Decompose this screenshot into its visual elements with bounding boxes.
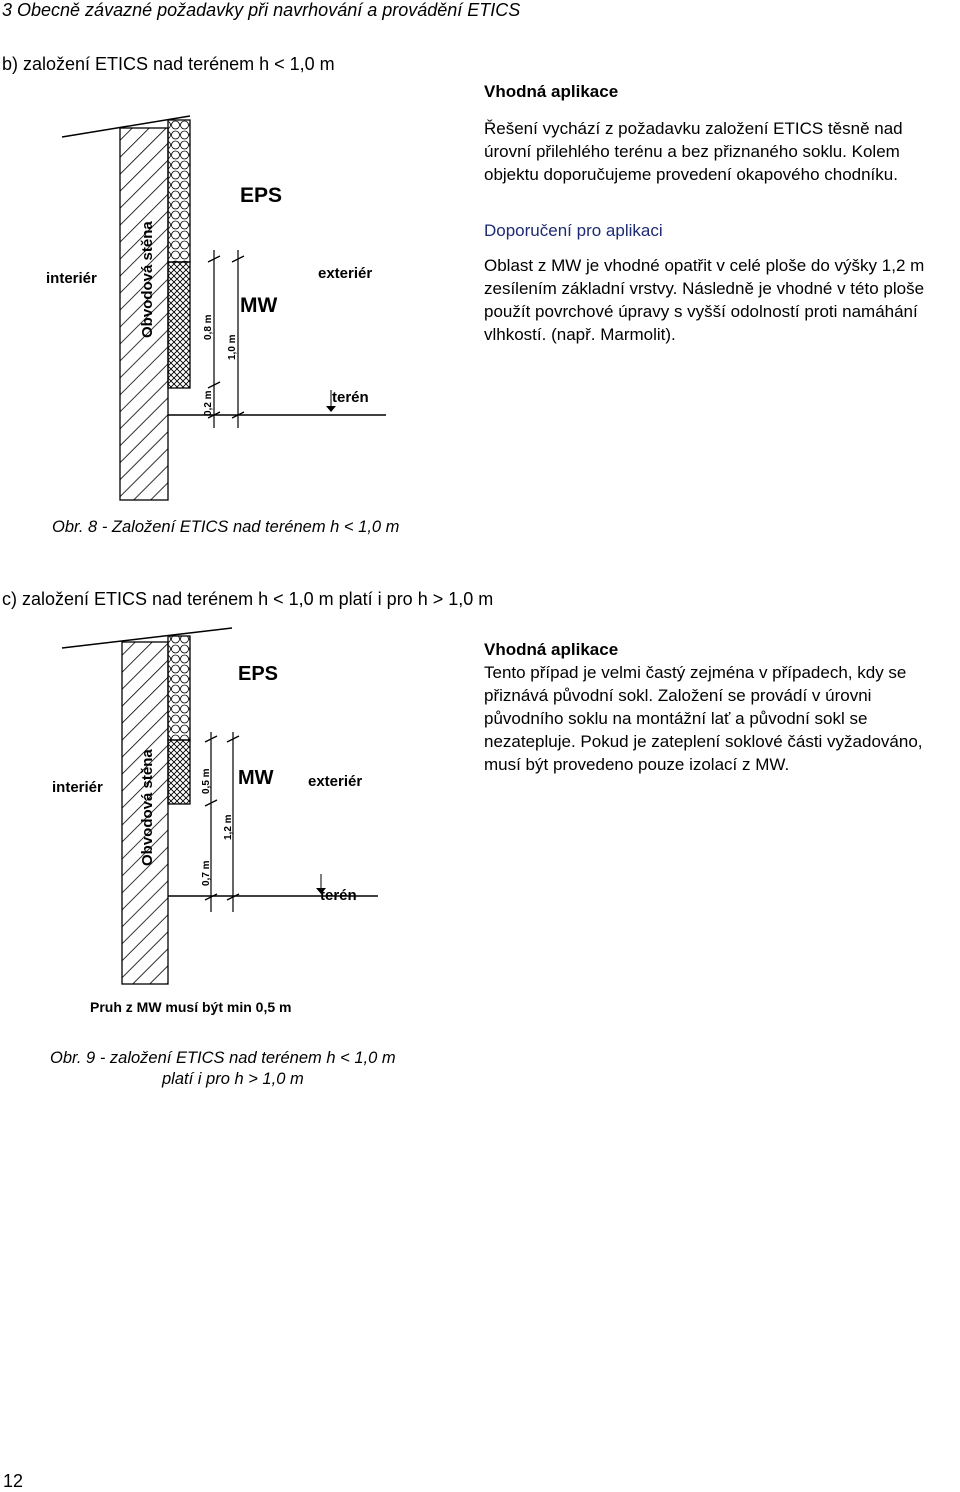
label-mw: MW <box>240 294 278 317</box>
section-b-suitable-heading: Vhodná aplikace <box>484 82 619 101</box>
figure-9-note: Pruh z MW musí být min 0,5 m <box>90 999 292 1015</box>
label-eps: EPS <box>238 663 279 685</box>
label-wall: Obvodová stěna <box>139 221 156 338</box>
mw-insulation <box>168 262 190 388</box>
dim-12: 1,2 m <box>223 814 234 840</box>
page-number: 12 <box>3 1471 24 1491</box>
label-mw: MW <box>238 767 274 789</box>
mw-insulation <box>168 740 190 804</box>
label-terrain: terén <box>332 389 369 406</box>
label-exterior: exteriér <box>318 265 373 282</box>
label-eps: EPS <box>240 184 283 207</box>
figure-8-caption: Obr. 8 - Založení ETICS nad terénem h < 1,0 m <box>52 518 400 536</box>
label-wall: Obvodová stěna <box>139 749 156 866</box>
figure-9-caption-line2: platí i pro h > 1,0 m <box>162 1070 304 1088</box>
section-b-heading: b) založení ETICS nad terénem h < 1,0 m <box>2 54 335 74</box>
figure-9-caption-line1: Obr. 9 - založení ETICS nad terénem h < 1,0 m <box>50 1049 396 1067</box>
section-b-suitable-text: Řešení vychází z požadavku založení ETICS těsně nad úrovní přilehlého terénu a bez přiznaného soklu. Kolem objektu doporučujeme provedení okapového chodníku. <box>484 119 903 184</box>
section-c-heading: c) založení ETICS nad terénem h < 1,0 m platí i pro h > 1,0 m <box>2 589 494 609</box>
dim-05: 0,5 m <box>201 768 212 794</box>
label-interior: interiér <box>46 270 97 287</box>
dim-10: 1,0 m <box>227 334 238 360</box>
label-terrain: terén <box>320 887 357 904</box>
dim-07: 0,7 m <box>201 860 212 886</box>
label-exterior: exteriér <box>308 773 363 790</box>
section-b-recommend-text: Oblast z MW je vhodné opatřit v celé ploše do výšky 1,2 m zesílením základní vrstvy. Následně je vhodné v této ploše použít povrchové úpravy s vyšší odolností proti namáhání vlhkostí. (např. Marmolit). <box>484 256 925 344</box>
section-b-recommend-heading: Doporučení pro aplikaci <box>484 221 663 240</box>
label-interior: interiér <box>52 779 103 796</box>
figure-9-diagram <box>0 624 480 1024</box>
section-c-suitable-text: Tento případ je velmi častý zejména v případech, kdy se přiznává původní sokl. Založení se provádí v úrovni původního soklu na montážní lať a původní sokl se nezatepluje. Pokud je zateplení soklové části vyžadováno, musí být provedeno pouze izolací z MW. <box>484 663 923 774</box>
eps-insulation <box>168 636 190 740</box>
running-header: 3 Obecně závazné požadavky při navrhování a provádění ETICS <box>2 0 521 20</box>
eps-insulation <box>168 120 190 262</box>
dim-08: 0,8 m <box>203 314 214 340</box>
dim-02: 0,2 m <box>203 390 214 416</box>
section-c-suitable-heading: Vhodná aplikace <box>484 640 619 659</box>
figure-8-diagram <box>0 90 480 510</box>
